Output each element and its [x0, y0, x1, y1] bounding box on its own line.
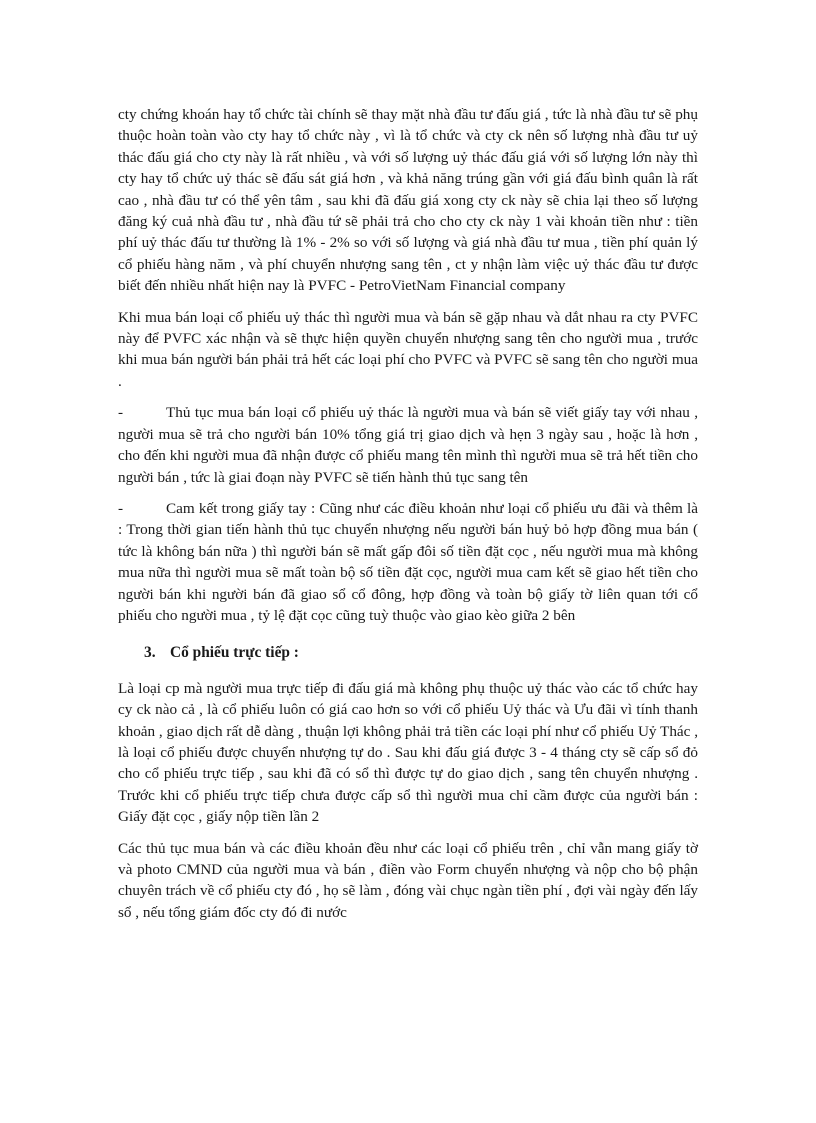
bullet-handwritten-procedure — [118, 402, 698, 488]
paragraph-procedures: Các thủ tục mua bán và các điều khoản đều như các loại cổ phiếu trên , chỉ vẫn mang giấy tờ và photo CMND của người mua và bán , điền vào Form chuyển nhượng và nộp cho bộ phận chuyên trách về cổ phiếu cty đó , họ sẽ làm , đóng vài chục ngàn tiền phí , đợi vài ngày đến lấy sổ , nếu tổng giám đốc cty đó đi nước — [118, 839, 698, 921]
section-heading — [118, 642, 698, 663]
bullet-dash: - — [118, 404, 124, 422]
bullet-dash: - — [118, 499, 124, 517]
paragraph-direct-shares: Là loại cp mà người mua trực tiếp đi đấu giá mà không phụ thuộc uỷ thác vào các tổ chức hay cy ck nào cả , là cổ phiếu luôn có giá cao hơn so với cổ phiếu Uỷ thác và Ưu đãi vì tính thanh khoản , giao dịch rất dễ dàng , thuận lợi không phải trả tiền các loại phí như cổ phiếu Uỷ Thác , là loại cổ phiếu được chuyển nhượng tự do . Sau khi đấu giá được 3 - 4 tháng cty sẽ cấp sổ đỏ cho cổ phiếu trực tiếp , sau khi đã có sổ thì được tự do giao dịch , sang tên chuyển nhượng . Trước khi cổ phiếu trực tiếp chưa được cấp sổ thì người mua chỉ cầm được của người bán : Giấy đặt cọc , giấy nộp tiền lần 2 — [118, 679, 698, 826]
section-number: 3. — [144, 644, 156, 662]
paragraph-pvfc-transfer: Khi mua bán loại cổ phiếu uỷ thác thì người mua và bán sẽ gặp nhau và dắt nhau ra cty PVFC này để PVFC xác nhận và sẽ thực hiện quyền chuyển nhượng sang tên cho người mua , trước khi mua bán người bán phải trả hết các loại phí cho PVFC và PVFC sẽ sang tên cho người mua . — [118, 308, 698, 390]
paragraph-proxy-bidding: cty chứng khoán hay tổ chức tài chính sẽ thay mặt nhà đầu tư đấu giá , tức là nhà đầu tư sẽ phụ thuộc hoàn toàn vào cty hay tổ chức này , vì là tổ chức và cty ck nên số lượng nhà đầu tư uỷ thác đấu giá cho cty này là rất nhiều , và với số lượng uỷ thác đấu giá với số lượng lớn này thì cty hay tổ chức uỷ thác sẽ đấu sát giá hơn , và khả năng trúng gần với giá đấu bình quân là rất cao , nhà đầu tư có thể yên tâm , sau khi đã đấu giá xong cty ck này sẽ chia lại theo số lượng đăng ký cuả nhà đầu tư , nhà đầu tứ sẽ phải trả cho cho cty ck này 1 vài khoản tiền như : tiền phí uỷ thác đấu tư thường là 1% - 2% so với số lượng và giá nhà đầu tư mua , tiền phí quản lý cổ phiếu hàng năm , và phí chuyển nhượng sang tên , ct y nhận làm việc uỷ thác đầu tư được biết đến nhiều nhất hiện nay là PVFC - PetroVietNam Financial company — [118, 106, 698, 295]
section-title: Cổ phiếu trực tiếp : — [170, 644, 299, 662]
bullet-text: Cam kết trong giấy tay : Cũng như các điều khoản như loại cổ phiếu ưu đãi và thêm là : Trong thời gian tiến hành thủ tục chuyển nhượng nếu người bán huỷ bỏ hợp đồng mua bán ( tức là không bán nữa ) thì người bán sẽ mất gấp đôi số tiền đặt cọc , nếu người mua mà không mua nữa thì người mua sẽ mất toàn bộ số tiền đặt cọc, người mua cam kết sẽ giao hết tiền cho người bán khi người bán đã giao sổ cổ đông, hợp đồng và toàn bộ giấy tờ liên quan tới cổ phiếu cho người mua , tỷ lệ đặt cọc cũng tuỳ thuộc vào giao kèo giữa 2 bên — [118, 499, 698, 624]
bullet-commitment — [118, 498, 698, 626]
bullet-text: Thủ tục mua bán loại cổ phiếu uỷ thác là người mua và bán sẽ viết giấy tay với nhau , người mua sẽ trả cho người bán 10% tổng giá trị giao dịch và hẹn 3 ngày sau , hoặc là hơn , cho đến khi người mua đã nhận được cổ phiếu mang tên mình thì người mua sẽ trả hết tiền cho người bán , tức là giai đoạn này PVFC sẽ tiến hành thủ tục sang tên — [118, 404, 698, 486]
document-page — [118, 104, 698, 933]
